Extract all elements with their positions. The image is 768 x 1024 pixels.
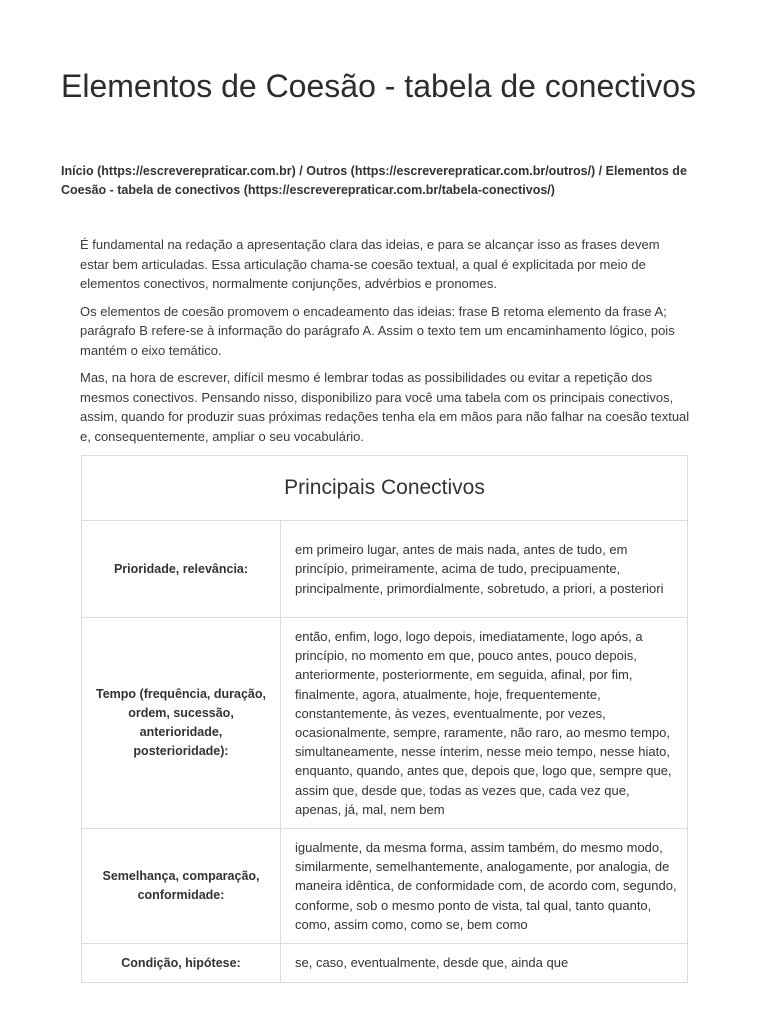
table-row: [82, 944, 688, 983]
connectives-cell: em primeiro lugar, antes de mais nada, antes de tudo, em princípio, primeiramente, acima de tudo, precipuamente, principalmente, primordialmente, sobretudo, a priori, a posteriori: [281, 521, 688, 618]
breadcrumb-separator: /: [295, 164, 307, 178]
page-title: Elementos de Coesão - tabela de conectivos: [61, 68, 697, 104]
table-caption-row: [82, 456, 688, 521]
breadcrumb-section-link[interactable]: Outros (https://escreverepraticar.com.br/outros/): [306, 164, 596, 178]
article-paragraph: Os elementos de coesão promovem o encadeamento das ideias: frase B retoma elemento da frase A; parágrafo B refere-se à informação do parágrafo A. Assim o texto tem um encaminhamento lógico, pois mantém o eixo temático.: [80, 303, 675, 358]
category-cell: Semelhança, comparação, conformidade:: [82, 829, 281, 944]
article-paragraph: É fundamental na redação a apresentação clara das ideias, e para se alcançar isso as frases devem estar bem articuladas. Essa articulação chama-se coesão textual, a qual é explicitada por meio de elementos conectivos, normalmente conjunções, advérbios e pronomes.: [80, 237, 660, 291]
article-body: [80, 235, 690, 454]
connectives-cell: igualmente, da mesma forma, assim também, do mesmo modo, similarmente, semelhantemente, analogamente, por analogia, de maneira idêntica, de conformidade com, de acordo com, segundo, conforme, sob o mesmo ponto de vista, tal qual, tanto quanto, como, assim como, como se, bem como: [281, 829, 688, 944]
connectives-cell: se, caso, eventualmente, desde que, ainda que: [281, 944, 688, 983]
connectives-cell: então, enfim, logo, logo depois, imediatamente, logo após, a princípio, no momento em que, pouco antes, pouco depois, anteriormente, posteriormente, em seguida, afinal, por fim, finalmente, agora, atualmente, hoje, frequentemente, constantemente, às vezes, eventualmente, por vezes, ocasionalmente, sempre, raramente, não raro, ao mesmo tempo, simultaneamente, nesse ínterim, nesse meio tempo, nesse hiato, enquanto, quando, antes que, depois que, logo que, sempre que, assim que, desde que, todas as vezes que, cada vez que, apenas, já, mal, nem bem: [281, 618, 688, 829]
breadcrumb-home-link[interactable]: Início (https://escreverepraticar.com.br): [61, 164, 296, 178]
article-paragraph: Mas, na hora de escrever, difícil mesmo é lembrar todas as possibilidades ou evitar a repetição dos mesmos conectivos. Pensando nisso, disponibilizo para você uma tabela com os principais conectivos, assim, quando for produzir suas próximas redações tenha ela em mãos para não falhar na coesão textual e, consequentemente, ampliar o seu vocabulário.: [80, 370, 690, 444]
table-row: [82, 829, 688, 944]
table-row: [82, 618, 688, 829]
breadcrumb-separator: /: [595, 164, 606, 178]
table-caption: Principais Conectivos: [82, 456, 688, 521]
category-cell: Tempo (frequência, duração, ordem, sucessão, anterioridade, posterioridade):: [82, 618, 281, 829]
breadcrumb-current: Elementos de Coesão - tabela de conectivos (https://escreverepraticar.com.br/tabela-conectivos/): [61, 164, 687, 197]
category-cell: Prioridade, relevância:: [82, 521, 281, 618]
connectives-table: [81, 455, 688, 983]
table-row: [82, 521, 688, 618]
breadcrumb: [61, 162, 711, 200]
category-cell: Condição, hipótese:: [82, 944, 281, 983]
